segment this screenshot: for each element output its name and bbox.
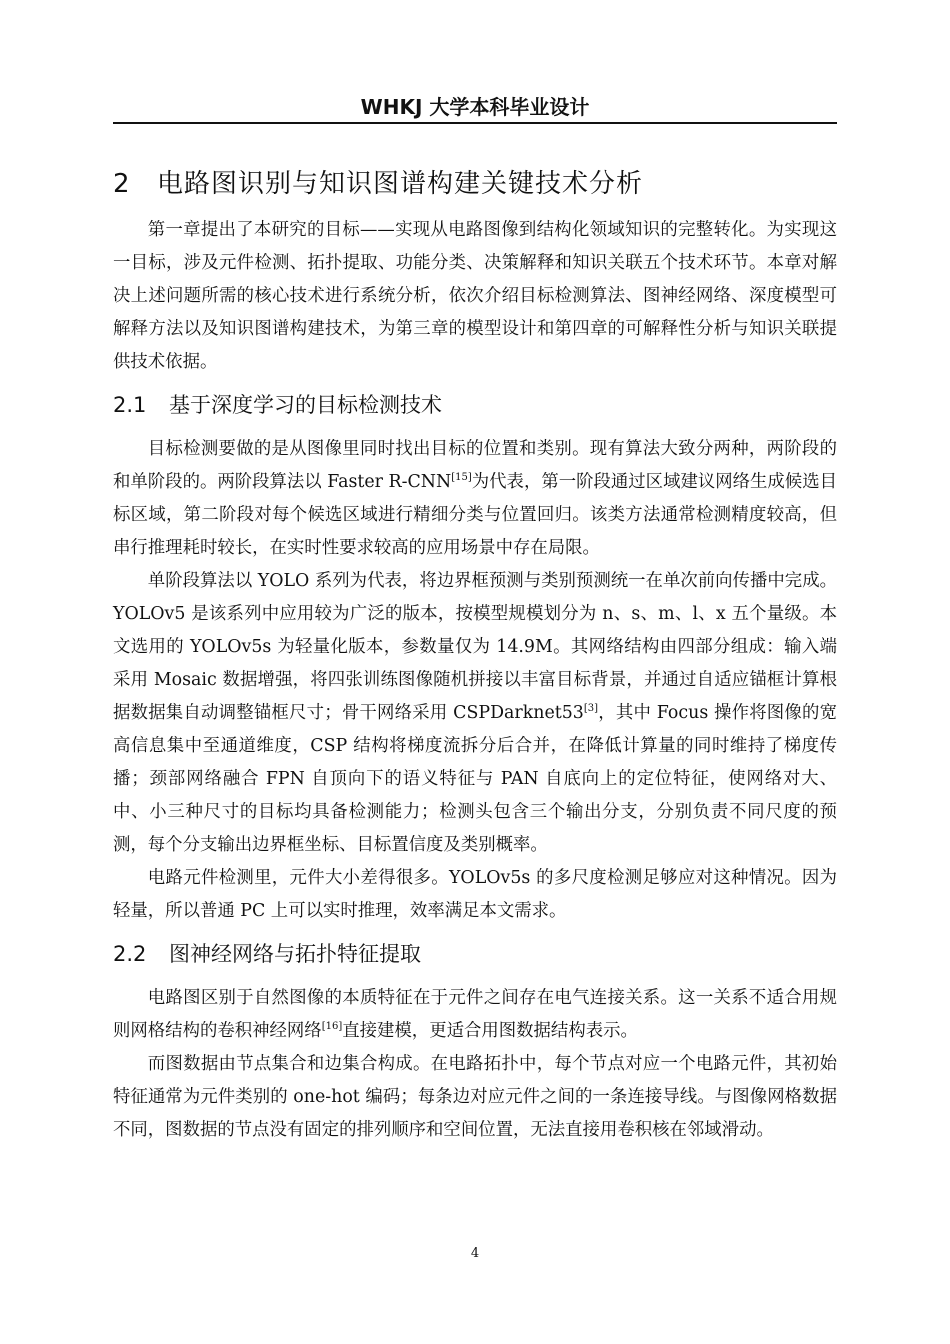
citation-ref: [15] bbox=[451, 472, 472, 484]
text-segment: 电路图区别于自然图像的本质特征在于元件之间存在电气连接关系。这一关系不适合用规则网格结构的卷积神经网络 bbox=[113, 988, 837, 1041]
section-heading-2-2 bbox=[113, 938, 837, 970]
text-segment: 目标检测要做的是从图像里同时找出目标的位置和类别。现有算法大致分两种，两阶段的和单阶段的。两阶段算法以 Faster R-CNN bbox=[113, 439, 837, 492]
chapter-heading bbox=[113, 164, 837, 204]
text-segment: 单阶段算法以 YOLO 系列为代表，将边界框预测与类别预测统一在单次前向传播中完成。YOLOv5 是该系列中应用较为广泛的版本，按模型规模划分为 n、s、m、l、x 五个量级。本文选用的 YOLOv5s 为轻量化版本，参数量仅为 14.9M。其网络结构由四部分组成：输入端采用 Mosaic 数据增强，将四张训练图像随机拼接以丰富目标背景，并通过自适应锚框计算根据数据集自动调整锚框尺寸；骨干网络采用 CSPDarknet53 bbox=[113, 571, 837, 723]
page-number: 4 bbox=[470, 1246, 480, 1261]
text-segment: 为代表，第一阶段通过区域建议网络生成候选目标区域，第二阶段对每个候选区域进行精细分类与位置回归。该类方法通常检测精度较高，但串行推理耗时较长，在实时性要求较高的应用场景中存在局限。 bbox=[113, 472, 837, 558]
citation-ref: [3] bbox=[583, 703, 599, 715]
text-segment: ，其中 Focus 操作将图像的宽高信息集中至通道维度，CSP 结构将梯度流拆分后合并，在降低计算量的同时维持了梯度传播；颈部网络融合 FPN 自顶向下的语义特征与 PAN 自底向上的定位特征，使网络对大、中、小三种尺寸的目标均具备检测能力；检测头包含三个输出分支，分别负责不同尺度的预测，每个分支输出边界框坐标、目标置信度及类别概率。 bbox=[113, 703, 837, 855]
section-title: 图神经网络与拓扑特征提取 bbox=[169, 942, 421, 966]
intro-paragraph: 第一章提出了本研究的目标——实现从电路图像到结构化领域知识的完整转化。为实现这一目标，涉及元件检测、拓扑提取、功能分类、决策解释和知识关联五个技术环节。本章对解决上述问题所需的核心技术进行系统分析，依次介绍目标检测算法、图神经网络、深度模型可解释方法以及知识图谱构建技术，为第三章的模型设计和第四章的可解释性分析与知识关联提供技术依据。 bbox=[113, 220, 837, 372]
text-segment: 直接建模，更适合用图数据结构表示。 bbox=[342, 1021, 638, 1041]
running-header: WHKJ 大学本科毕业设计 bbox=[360, 95, 590, 119]
section-title: 基于深度学习的目标检测技术 bbox=[169, 393, 442, 417]
section-heading-2-1 bbox=[113, 389, 837, 421]
citation-ref: [16] bbox=[321, 1021, 343, 1033]
page-body bbox=[113, 164, 837, 1147]
paragraph-yolo bbox=[113, 565, 837, 862]
paragraph-graph-motivation bbox=[113, 982, 837, 1048]
paragraph-circuit-detection: 电路元件检测里，元件大小差得很多。YOLOv5s 的多尺度检测足够应对这种情况。因为轻量，所以普通 PC 上可以实时推理，效率满足本文需求。 bbox=[113, 868, 837, 921]
section-number: 2.1 bbox=[113, 393, 147, 417]
section-number: 2.2 bbox=[113, 942, 147, 966]
chapter-title: 电路图识别与知识图谱构建关键技术分析 bbox=[157, 169, 644, 199]
header-rule bbox=[113, 122, 837, 124]
paragraph-graph-data: 而图数据由节点集合和边集合构成。在电路拓扑中，每个节点对应一个电路元件，其初始特征通常为元件类别的 one-hot 编码；每条边对应元件之间的一条连接导线。与图像网格数据不同，图数据的节点没有固定的排列顺序和空间位置，无法直接用卷积核在邻域滑动。 bbox=[113, 1054, 837, 1140]
chapter-number: 2 bbox=[113, 169, 131, 199]
paragraph-two-stage bbox=[113, 433, 837, 565]
